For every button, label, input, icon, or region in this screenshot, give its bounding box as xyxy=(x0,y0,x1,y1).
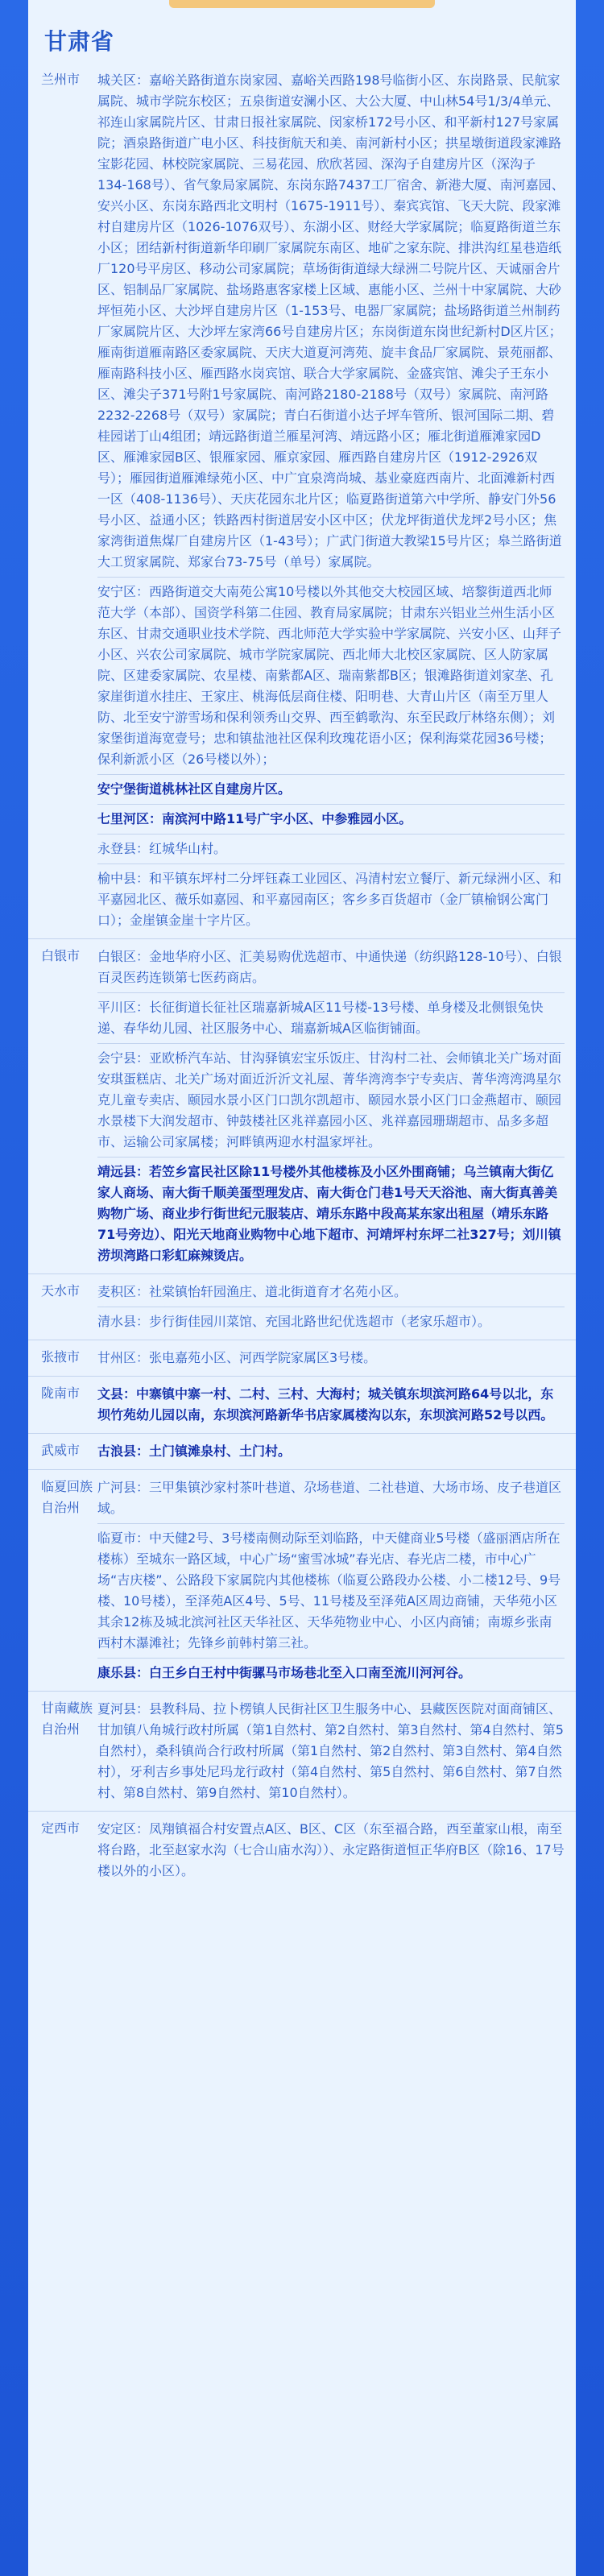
top-accent-bar xyxy=(169,0,435,8)
district-list xyxy=(93,1274,576,1340)
district-text-highlighted: 七里河区：南滨河中路11号广宇小区、中参雅园小区。 xyxy=(97,804,565,834)
district-list xyxy=(93,1377,576,1433)
city-name: 张掖市 xyxy=(41,1349,81,1365)
district-list xyxy=(93,1470,576,1691)
district-text-highlighted: 靖远县：若笠乡富民社区除11号楼外其他楼栋及小区外围商铺；乌兰镇南大街亿家人商场、南大街千顺美蛋型理发店、南大街仓门巷1号天天浴池、南大街真善美购物广场、商业步行街世纪元服装店、靖乐东路中段高某东家出租屋（靖乐东路71号旁边）、阳光天地商业购物中心地下超市、河靖坪村东坪二社327号；刘川镇涝坝湾路口彩虹麻辣烫店。 xyxy=(97,1157,565,1270)
city-row xyxy=(28,1340,576,1376)
city-name: 白银市 xyxy=(41,948,81,963)
city-name: 甘南藏族自治州 xyxy=(41,1700,93,1737)
district-text-highlighted: 古浪县：土门镇滩泉村、土门村。 xyxy=(97,1443,292,1459)
city-name: 天水市 xyxy=(41,1283,81,1298)
district-list xyxy=(93,1692,576,1811)
district-text-highlighted: 康乐县：白王乡白王村中街骡马市场巷北至入口南至流川河河谷。 xyxy=(97,1658,565,1688)
city-name: 临夏回族自治州 xyxy=(41,1479,93,1515)
city-row xyxy=(28,63,576,938)
district-text: 甘州区：张电嘉苑小区、河西学院家属区3号楼。 xyxy=(97,1350,377,1365)
city-row xyxy=(28,1376,576,1433)
district-text: 平川区：长征街道长征社区瑞嘉新城A区11号楼-13号楼、单身楼及北侧银兔快递、春华幼儿园、社区服务中心、瑞嘉新城A区临街铺面。 xyxy=(97,992,565,1043)
city-table xyxy=(28,63,576,1889)
district-text: 城关区：嘉峪关路街道东岗家园、嘉峪关西路198号临街小区、东岗路景、民航家属院、城市学院东校区；五泉街道安澜小区、大公大厦、中山林54号1/3/4单元、祁连山家属院片区、甘肃日报社家属院、闵家桥172号小区、和平新村127号家属院；酒泉路街道广电小区、科技街航天和美、南河新村小区；拱星墩街道段家滩路宝影花园、林校院家属院、三易花园、欣欣茗园、深沟子自建房片区（深沟子134-168号）、省气象局家属院、东岗东路7437工厂宿舍、新港大厦、南河嘉园、安兴小区、东岗东路西北文明村（1675-1911号）、秦宾宾馆、飞天大院、段家滩村自建房片区（1026-1076双号）、东湖小区、财经大学家属院；临夏路街道兰东小区；团结新村街道新华印刷厂家属院东南区、地矿之家东院、排洪沟红星巷造纸厂120号平房区、移动公司家属院；草场街街道绿大绿洲二号院片区、天诚丽舍片区、铝制品厂家属院、盐场路惠客家楼上区域、惠能小区、兰州十中家属院、大砂坪恒苑小区、大沙坪自建房片区（1-153号、电器厂家属院；盐场路街道兰州制药厂家属院片区、大沙坪左家湾66号自建房片区；东岗街道东岗世纪新村D区片区；雁南街道雁南路区委家属院、天庆大道夏河湾苑、旋丰食品厂家属院、景苑丽都、雁南路科技小区、雁西路水岗宾馆、联合大学家属院、金盛宾馆、滩尖子王东小区、滩尖子371号附1号家属院、南河路2180-2188号（双号）家属院、南河路2232-2268号（双号）家属院；青白石街道小达子坪车管所、银河国际二期、碧桂园诺丁山4组团；靖远路街道兰雁星河湾、靖远路小区；雁北街道雁滩家园D区、雁滩家园B区、银雁家园、雁京家园、雁西路自建房片区（1912-2926双号）；雁园街道雁滩绿苑小区、中广宜泉湾尚城、基业豪庭西南片、北面滩新村西一区（408-1136号）、天庆花园东北片区；临夏路街道第六中学所、静安门外56号小区、益通小区；铁路西村街道居安小区中区；伏龙坪街道伏龙坪2号小区；焦家湾街道焦煤厂自建房片区（1-43号）；广武门街道大教梁15号片区；皋兰路街道大工贸家属院、郑家台73-75号（单号）家属院。 xyxy=(97,72,565,569)
district-list xyxy=(93,1434,576,1469)
district-list xyxy=(93,63,576,938)
district-text: 清水县：步行街佳园川菜馆、充国北路世纪优选超市（老家乐超市）。 xyxy=(97,1307,565,1336)
district-text: 夏河县：县教科局、拉卜楞镇人民街社区卫生服务中心、县藏医医院对面商铺区、甘加镇八角城行政村所属（第1自然村、第2自然村、第3自然村、第4自然村、第5自然村），桑科镇尚合行政村所属（第1自然村、第2自然村、第3自然村、第4自然村），牙利吉乡事处尼玛龙行政村（第4自然村、第5自然村、第6自然村、第7自然村、第8自然村、第9自然村、第10自然村）。 xyxy=(97,1701,564,1800)
city-name: 兰州市 xyxy=(41,72,81,87)
district-text-highlighted: 安宁堡街道桃林社区自建房片区。 xyxy=(97,774,565,804)
district-text: 广河县：三甲集镇沙家村茶叶巷道、尕场巷道、二社巷道、大场市场、皮子巷道区域。 xyxy=(97,1480,562,1516)
city-row xyxy=(28,1433,576,1469)
district-text: 会宁县：亚欧桥汽车站、甘沟驿镇宏宝乐饭庄、甘沟村二社、会师镇北关广场对面安琪蛋糕店、北关广场对面近沂沂文礼屋、菁华湾湾李宁专卖店、菁华湾湾鸿星尔克儿童专卖店、颐园水景小区门口凯尔凯超市、颐园水景小区门口金燕超市、颐园水景楼下大润发超市、钟鼓楼社区兆祥嘉园小区、兆祥嘉园珊瑚超市、品多多超市、运输公司家属楼；河畔镇两迎水村温家坪社。 xyxy=(97,1043,565,1157)
district-list xyxy=(93,1340,576,1376)
city-row xyxy=(28,1274,576,1340)
district-text: 安宁区：西路街道交大南苑公寓10号楼以外其他交大校园区域、培黎街道西北师范大学（本部）、国资学科第二住园、教育局家属院；甘肃东兴铝业兰州生活小区东区、甘肃交通职业技术学院、西北师范大学实验中学家属院、兴安小区、山拜子小区、兴农公司家属院、城市学院家属院、西北师大北校区家属院、区人防家属院、区建委家属院、农星楼、南紫都A区、瑞南紫都B区；银滩路街道刘家垄、孔家崖街道水挂庄、王家庄、桃海低层商住楼、阳明巷、大青山片区（南至万里人防、北至安宁游雪场和保利领秀山交界、西至鹤歌沟、东至民政厅林络东侧）；刘家堡街道海宽壹号；忠和镇盐池社区保利玫瑰花语小区；保利海棠花园36号楼；保利新派小区（26号楼以外）； xyxy=(97,577,565,774)
province-title: 甘肃省 xyxy=(44,28,115,55)
district-list xyxy=(93,939,576,1274)
district-text: 榆中县：和平镇东坪村二分坪钰森工业园区、冯清村宏立餐厅、新元绿洲小区、和平嘉园北区、薇乐如嘉园、和平嘉园南区；客乡多百货超市（金厂镇榆钢公寓门口）；金崖镇金崖十字片区。 xyxy=(97,863,565,935)
district-text: 安定区：凤翔镇福合村安置点A区、B区、C区（东至福合路，西至董家山根，南至将台路，北至赵家水沟（七合山庙水沟））、永定路街道恒正华府B区（除16、17号楼以外的小区）。 xyxy=(97,1821,565,1878)
district-text: 永登县：红城华山村。 xyxy=(97,834,565,863)
district-text: 临夏市：中天健2号、3号楼南侧动际至刘临路，中天健商业5号楼（盛丽酒店所在楼栋）至城东一路区域，中心广场“蜜雪冰城”春光店、春光店二楼，市中心广场“吉庆楼”、公路段下家属院内其他楼栋（临夏公路段办公楼、小二楼12号、9号楼、10号楼），至泽苑A区4号、5号、11号楼及至泽苑A区周边商铺，天华苑小区其余12栋及城北滨河社区天华社区、天华苑物业中心、小区内商铺；南塬乡张南西村木瀑滩社；先锋乡前韩村第三社。 xyxy=(97,1523,565,1658)
city-row xyxy=(28,938,576,1274)
district-text-highlighted: 文县：中寨镇中寨一村、二村、三村、大海村；城关镇东坝滨河路64号以北，东坝竹苑幼儿园以南，东坝滨河路新华书店家属楼沟以东，东坝滨河路52号以西。 xyxy=(97,1386,554,1423)
city-row xyxy=(28,1469,576,1691)
district-text: 白银区：金地华府小区、汇美易购优选超市、中通快递（纺织路128-10号）、白银百灵医药连锁第七医药商店。 xyxy=(97,949,562,985)
city-row xyxy=(28,1691,576,1811)
city-name: 陇南市 xyxy=(41,1385,81,1401)
city-name: 武威市 xyxy=(41,1443,81,1458)
city-row xyxy=(28,1811,576,1889)
content-panel xyxy=(28,0,576,2576)
district-text: 麦积区：社棠镇怡轩园渔庄、道北街道育才名苑小区。 xyxy=(97,1284,407,1299)
district-list xyxy=(93,1812,576,1889)
city-name: 定西市 xyxy=(41,1820,81,1836)
